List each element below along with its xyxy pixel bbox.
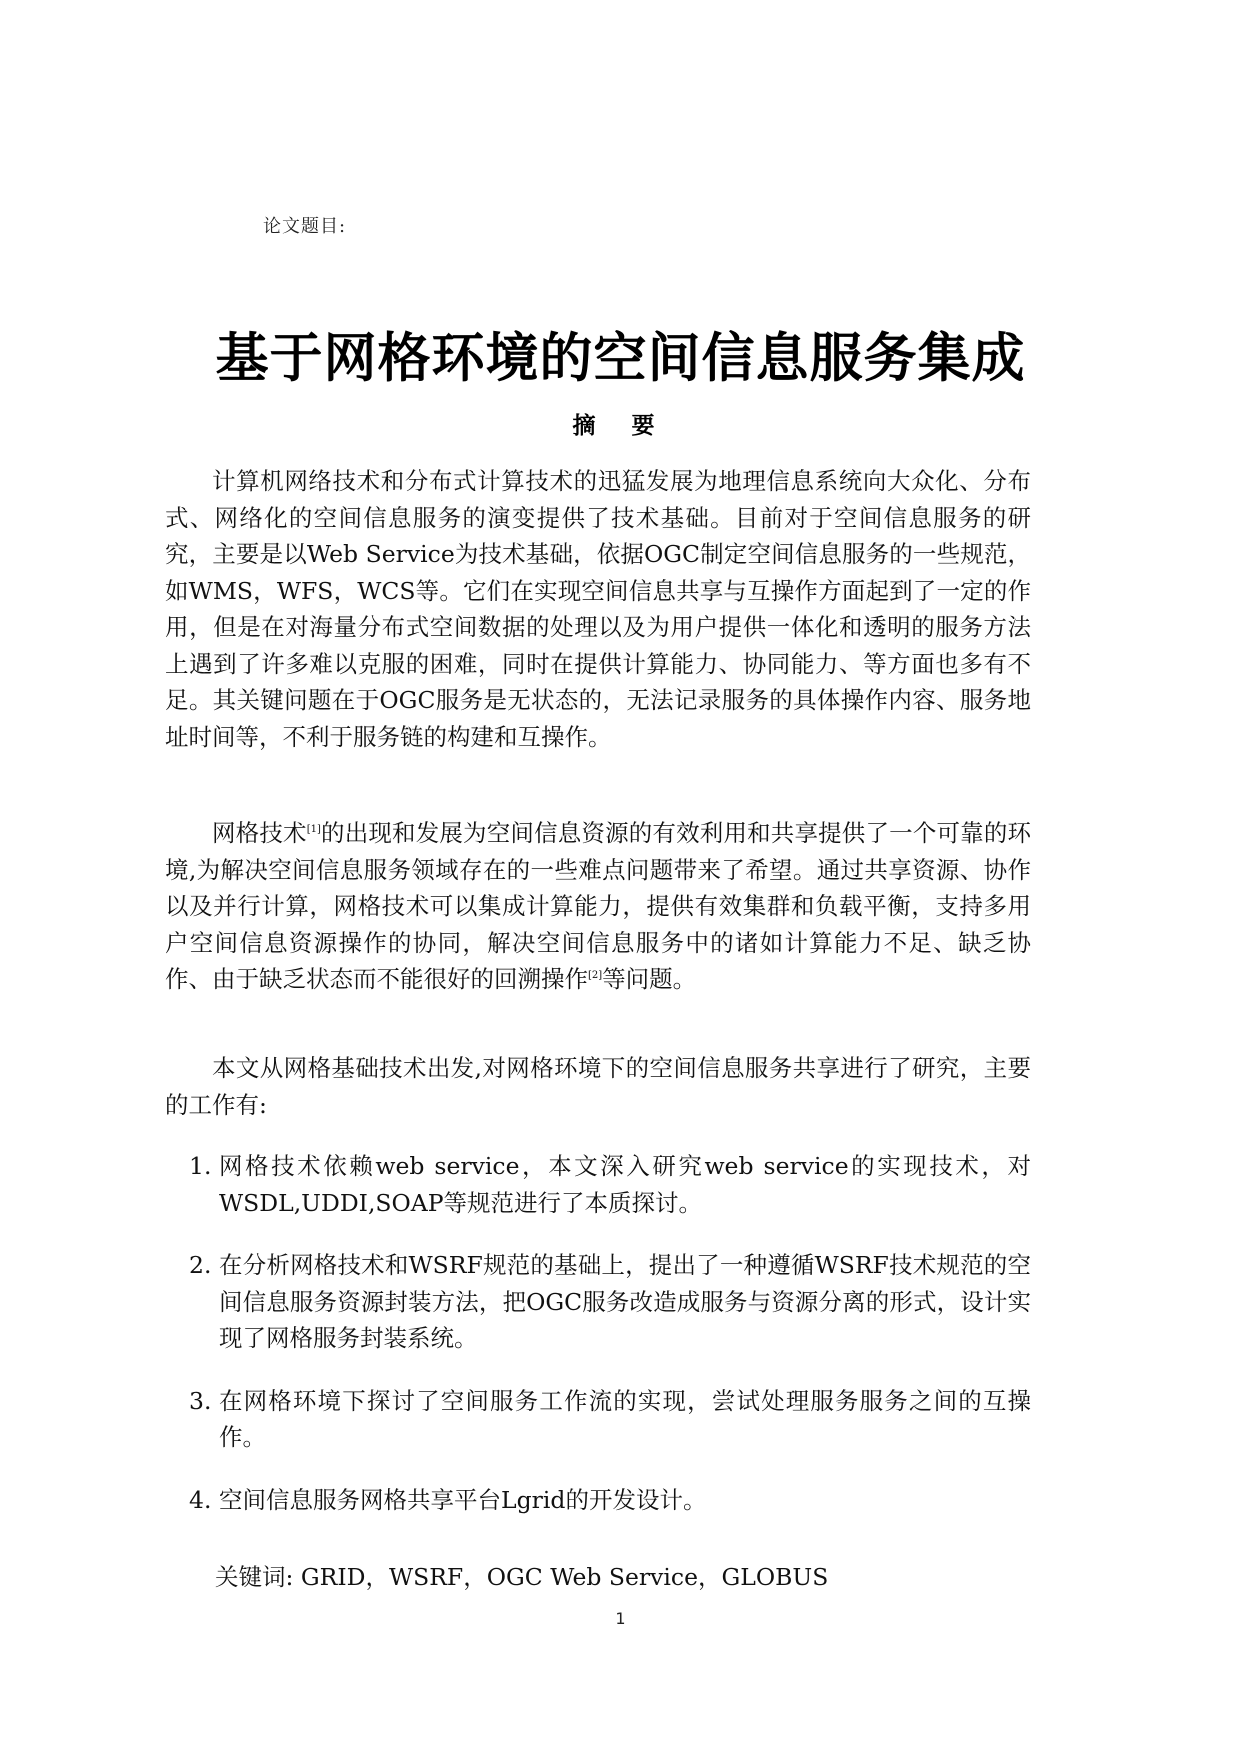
abstract-paragraph-3: 本文从网格基础技术出发,对网格环境下的空间信息服务共享进行了研究，主要的工作有: — [165, 1054, 1031, 1119]
citation-ref-1: [1] — [306, 824, 321, 835]
list-item — [165, 1383, 1031, 1456]
paragraph-2-text-b: 的出现和发展为空间信息资源的有效利用和共享提供了一个可靠的环境,为解决空间信息服务领域存在的一些难点问题带来了希望。通过共享资源、协作以及并行计算，网格技术可以集成计算能力，提供有效集群和负载平衡，支持多用户空间信息资源操作的协同，解决空间信息服务中的诸如计算能力不足、缺乏协作、由于缺乏状态而不能很好的回溯操作 — [165, 819, 1032, 993]
list-item-number: 4. — [189, 1485, 212, 1514]
thesis-title-label: 论文题目: — [263, 216, 347, 237]
abstract-paragraph-1: 计算机网络技术和分布式计算技术的迅猛发展为地理信息系统向大众化、分布式、网络化的空间信息服务的演变提供了技术基础。目前对于空间信息服务的研究，主要是以Web Service为技术基础，依据OGC制定空间信息服务的一些规范，如WMS，WFS，WCS等。它们在实现空间信息共享与互操作方面起到了一定的作用，但是在对海量分布式空间数据的处理以及为用户提供一体化和透明的服务方法上遇到了许多难以克服的困难，同时在提供计算能力、协同能力、等方面也多有不足。其关键问题在于OGC服务是无状态的，无法记录服务的具体操作内容、服务地址时间等，不利于服务链的构建和互操作。 — [165, 467, 1031, 751]
list-item-text: 网格技术依赖web service，本文深入研究web service的实现技术，对WSDL,UDDI,SOAP等规范进行了本质探讨。 — [219, 1152, 1031, 1217]
document-title: 基于网格环境的空间信息服务集成 — [215, 328, 1026, 389]
list-item — [165, 1247, 1031, 1357]
list-item-number: 3. — [189, 1386, 212, 1415]
list-item — [165, 1148, 1031, 1221]
paragraph-2-text-c: 等问题。 — [602, 965, 697, 993]
list-item-text: 在分析网格技术和WSRF规范的基础上，提出了一种遵循WSRF技术规范的空间信息服务资源封装方法，把OGC服务改造成服务与资源分离的形式，设计实现了网格服务封装系统。 — [219, 1251, 1031, 1352]
page-number: 1 — [615, 1609, 626, 1628]
keywords-line: 关键词: GRID，WSRF，OGC Web Service，GLOBUS — [215, 1563, 829, 1591]
list-item-number: 2. — [189, 1251, 212, 1279]
abstract-heading: 摘 要 — [572, 413, 669, 439]
list-item-text: 在网格环境下探讨了空间服务工作流的实现，尝试处理服务服务之间的互操作。 — [219, 1386, 1031, 1451]
list-item-text: 空间信息服务网格共享平台Lgrid的开发设计。 — [219, 1485, 707, 1514]
paragraph-2-text-a: 网格技术 — [212, 819, 307, 847]
list-item — [165, 1482, 1031, 1519]
list-item-number: 1. — [189, 1152, 212, 1180]
citation-ref-2: [2] — [588, 970, 603, 981]
abstract-paragraph-2 — [165, 815, 1031, 998]
work-items-list — [165, 1148, 1031, 1544]
